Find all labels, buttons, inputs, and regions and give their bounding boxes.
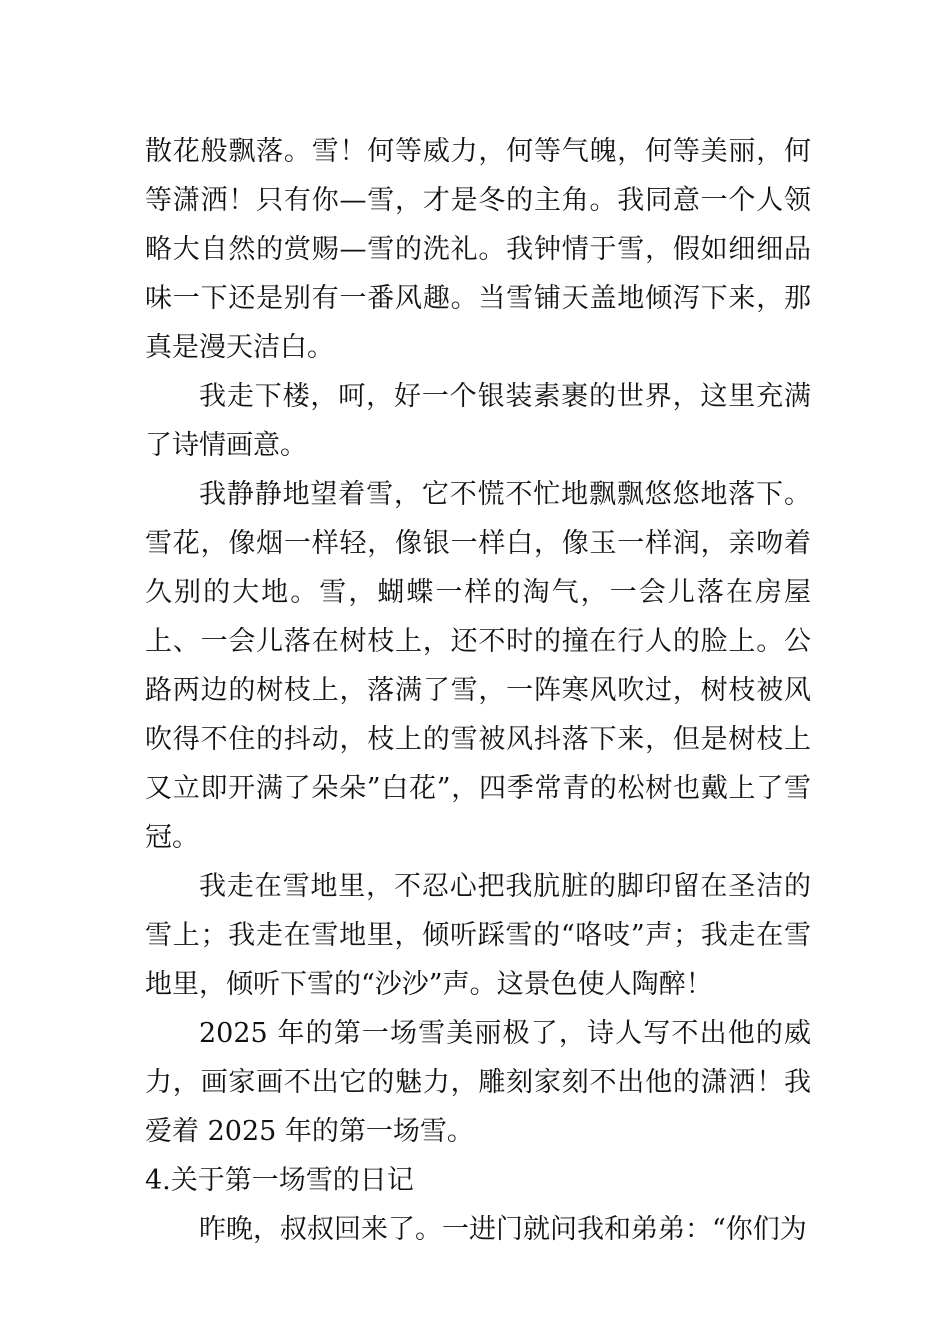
paragraph-4: 我走在雪地里，不忍心把我肮脏的脚印留在圣洁的雪上；我走在雪地里，倾听踩雪的“咯吱”声；我走在雪地里，倾听下雪的“沙沙”声。这景色使人陶醉！ (145, 871, 811, 1000)
paragraph-5: 2025 年的第一场雪美丽极了，诗人写不出他的威力，画家画不出它的魅力，雕刻家刻不出他的潇洒！我爱着 2025 年的第一场雪。 (145, 1018, 811, 1147)
paragraph-3: 我静静地望着雪，它不慌不忙地飘飘悠悠地落下。雪花，像烟一样轻，像银一样白，像玉一样润，亲吻着久别的大地。雪，蝴蝶一样的淘气，一会儿落在房屋上、一会儿落在树枝上，还不时的撞在行人的脸上。公路两边的树枝上，落满了雪，一阵寒风吹过，树枝被风吹得不住的抖动，枝上的雪被风抖落下来，但是树枝上又立即开满了朵朵”白花”，四季常青的松树也戴上了雪冠。 (145, 479, 811, 853)
section-heading: 4.关于第一场雪的日记 (145, 1165, 414, 1196)
paragraph-1: 散花般飘落。雪！何等威力，何等气魄，何等美丽，何等潇洒！只有你—雪，才是冬的主角。我同意一个人领略大自然的赏赐—雪的洗礼。我钟情于雪，假如细细品味一下还是别有一番风趣。当雪铺天盖地倾泻下来，那真是漫天洁白。 (145, 136, 811, 363)
paragraph-6: 昨晚，叔叔回来了。一进门就问我和弟弟：“你们为 (199, 1214, 807, 1245)
document-body (145, 127, 811, 1254)
paragraph-2: 我走下楼，呵，好一个银装素裹的世界，这里充满了诗情画意。 (145, 381, 811, 461)
